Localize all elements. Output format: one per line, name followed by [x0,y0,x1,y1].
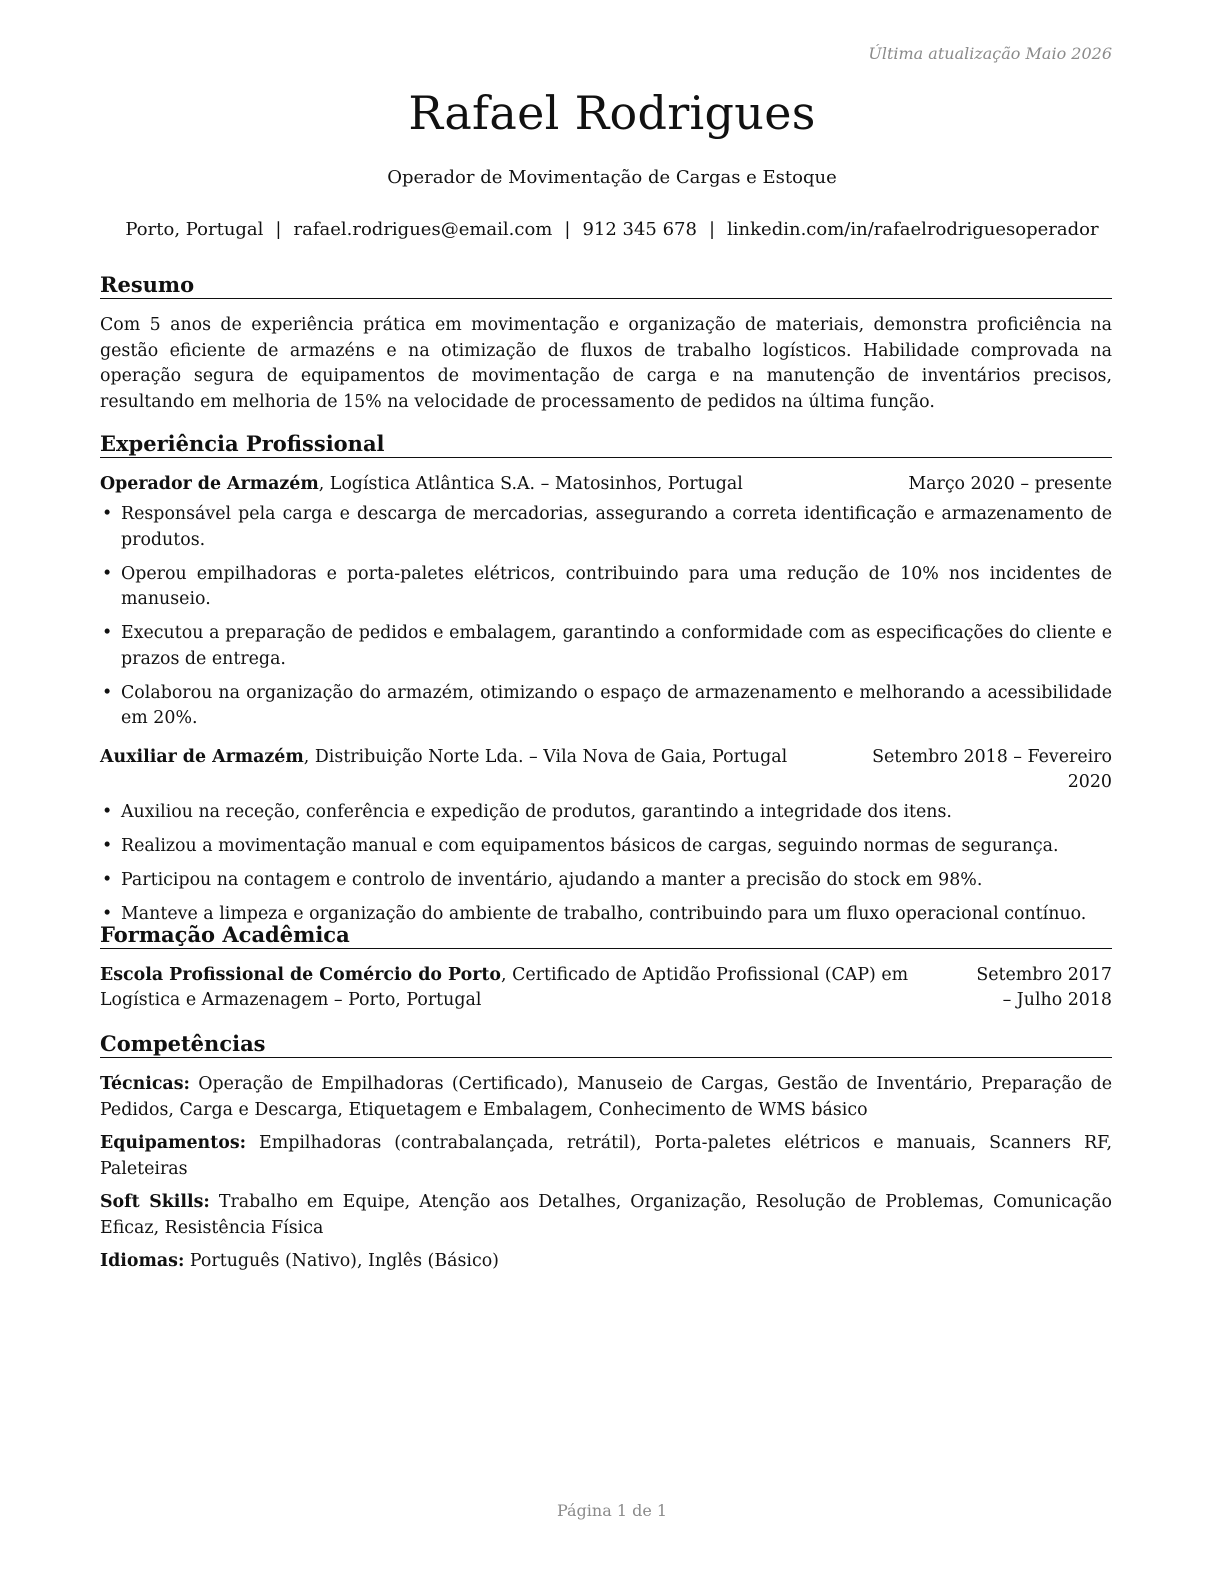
job-bullets [100,502,1112,732]
bullet-icon: • [102,623,113,643]
list-item [100,834,1112,860]
bullet-text: Auxiliou na receção, conferência e expedição de produtos, garantindo a integridade dos itens. [121,801,952,822]
job-position: Operador de Armazém [100,474,319,494]
bullet-text: Executou a preparação de pedidos e embalagem, garantindo a conformidade com as especificações do cliente e prazos de entrega. [121,623,1112,669]
skill-line [100,1249,1112,1275]
job-company: , Logística Atlântica S.A. – Matosinhos, Portugal [318,474,743,494]
list-item [100,800,1112,826]
section-title-education: Formação Acadêmica [100,922,1112,949]
bullet-text: Responsável pela carga e descarga de mercadorias, assegurando a correta identificação e armazenamento de produtos. [121,504,1112,550]
job-position: Auxiliar de Armazém [100,746,304,767]
contact-line [0,219,1224,240]
last-updated-note: Última atualização Maio 2026 [868,44,1112,63]
skill-value: Operação de Empilhadoras (Certificado), Manuseio de Cargas, Gestão de Inventário, Preparação de Pedidos, Carga e Descarga, Etiquetagem e Embalagem, Conhecimento de WMS básico [100,1074,1113,1120]
contact-location: Porto, Portugal [125,219,264,240]
list-item [100,562,1112,613]
list-item [100,621,1112,672]
bullet-icon: • [102,563,113,584]
job-header [100,745,1112,795]
skill-label: Idiomas: [100,1251,185,1271]
job-entry [100,745,1112,928]
list-item [100,502,1112,553]
bullet-icon: • [102,504,113,524]
contact-email[interactable]: rafael.rodrigues@email.com [293,219,553,240]
contact-phone: 912 345 678 [582,219,697,240]
bullet-icon: • [102,801,113,822]
bullet-icon: • [102,835,113,856]
bullet-icon: • [102,903,113,924]
job-entry [100,472,1112,732]
bullet-text: Realizou a movimentação manual e com equipamentos básicos de cargas, seguindo normas de segurança. [121,835,1059,856]
skill-value: Empilhadoras (contrabalançada, retrátil), Porta-paletes elétricos e manuais, Scanners RF, Paleteiras [100,1133,1112,1179]
job-dates: Março 2020 – presente [908,474,1112,494]
skill-line [100,1072,1112,1123]
experience-section [100,431,1112,936]
education-section [100,922,1112,1013]
list-item [100,868,1112,894]
education-entry [100,963,1112,1013]
job-company: , Distribuição Norte Lda. – Vila Nova de Gaia, Portugal [303,746,788,767]
skill-label: Técnicas: [100,1074,190,1094]
candidate-name: Rafael Rodrigues [408,86,816,140]
skill-value: Trabalho em Equipe, Atenção aos Detalhes, Organização, Resolução de Problemas, Comunicação Eficaz, Resistência Física [100,1192,1112,1238]
bullet-icon: • [102,682,113,703]
skill-value: Português (Nativo), Inglês (Básico) [189,1251,499,1271]
education-dates: Setembro 2017 – Julho 2018 [976,965,1112,1010]
bullet-text: Colaborou na organização do armazém, otimizando o espaço de armazenamento e melhorando a acessibilidade em 20%. [121,682,1112,728]
summary-section [100,272,1112,415]
contact-linkedin[interactable]: linkedin.com/in/rafaelrodriguesoperador [727,219,1099,240]
skills-section [100,1031,1112,1283]
list-item [100,681,1112,732]
skill-label: Soft Skills: [100,1192,210,1212]
section-title-experience: Experiência Profissional [100,431,1112,458]
skills-list [100,1072,1112,1275]
job-bullets [100,800,1112,928]
bullet-text: Operou empilhadoras e porta-paletes elétricos, contribuindo para uma redução de 10% nos incidentes de manuseio. [121,563,1112,609]
page-number: Página 1 de 1 [556,1501,668,1520]
job-dates: Setembro 2018 – Fevereiro 2020 [872,746,1112,792]
section-title-skills: Competências [100,1031,1112,1058]
skill-label: Equipamentos: [100,1133,247,1153]
skill-line [100,1190,1112,1241]
bullet-icon: • [102,869,113,890]
skill-line [100,1131,1112,1182]
bullet-text: Participou na contagem e controlo de inventário, ajudando a manter a precisão do stock em 98%. [121,869,983,890]
education-school: Escola Profissional de Comércio do Porto [100,965,502,985]
contact-separator: | [275,219,282,240]
section-title-summary: Resumo [100,272,1112,299]
job-header [100,472,1112,497]
candidate-role: Operador de Movimentação de Cargas e Estoque [387,167,837,188]
bullet-text: Manteve a limpeza e organização do ambiente de trabalho, contribuindo para um fluxo operacional contínuo. [121,903,1087,924]
summary-text: Com 5 anos de experiência prática em movimentação e organização de materiais, demonstra proficiência na gestão eficiente de armazéns e na otimização de fluxos de trabalho logísticos. Habilidade comprovada na operação segura de equipamentos de movimentação de carga e na manutenção de inventários precisos, resultando em melhoria de 15% na velocidade de processamento de pedidos na última função. [100,315,1112,412]
education-detail: , Certificado de Aptidão Profissional (CAP) em Logística e Armazenagem – Porto, Portugal [100,965,909,1010]
contact-separator: | [708,219,716,240]
contact-separator: | [564,219,571,240]
